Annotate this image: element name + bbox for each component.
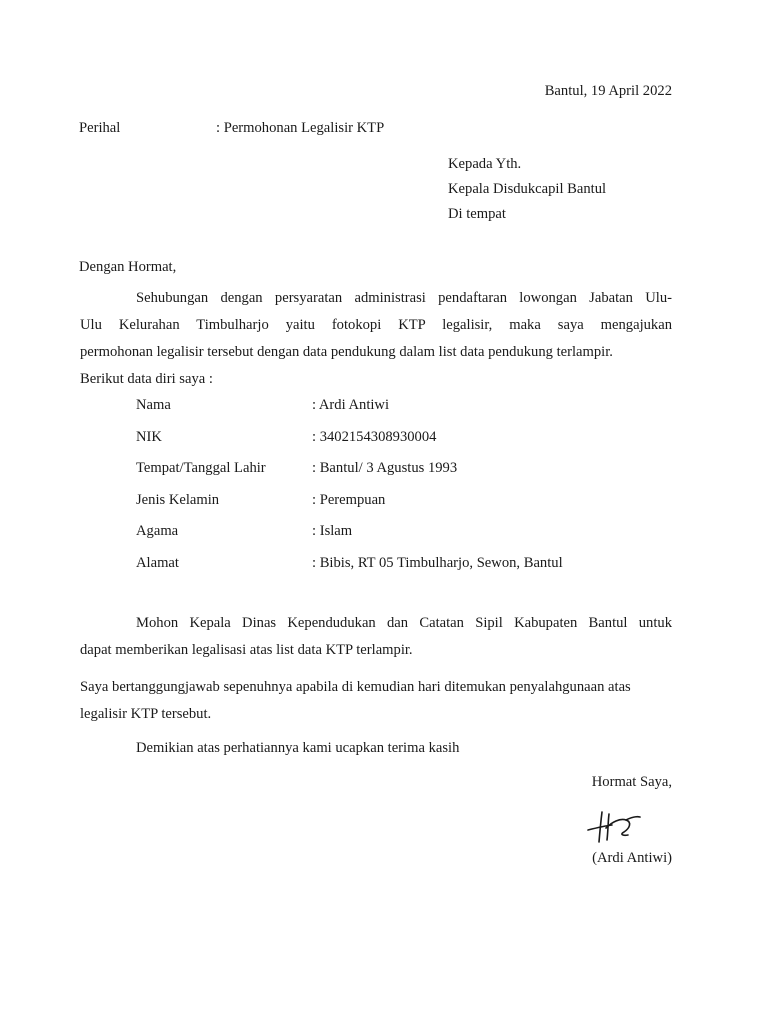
- subject-label: Perihal: [79, 120, 121, 136]
- data-row-gender: [136, 492, 563, 524]
- greeting: Dengan Hormat,: [79, 259, 177, 275]
- data-row-nik: [136, 429, 563, 461]
- paragraph-line: dapat memberikan legalisasi atas list data KTP terlampir.: [80, 642, 413, 658]
- signer-name: (Ardi Antiwi): [592, 850, 672, 866]
- data-label: Nama: [136, 397, 171, 413]
- subject-value: : Permohonan Legalisir KTP: [216, 120, 385, 136]
- data-row-religion: [136, 523, 563, 555]
- paragraph-line: Saya bertanggungjawab sepenuhnya apabila di kemudian hari ditemukan penyalahgunaan atas: [80, 679, 631, 695]
- recipient-line: Kepala Disdukcapil Bantul: [448, 181, 607, 197]
- data-row-address: [136, 555, 563, 587]
- data-value: : Perempuan: [312, 491, 386, 508]
- data-label: NIK: [136, 428, 162, 445]
- paragraph-thanks: Demikian atas perhatiannya kami ucapkan terima kasih: [136, 740, 460, 756]
- paragraph-line: legalisir KTP tersebut.: [80, 706, 212, 722]
- data-label: Agama: [136, 523, 179, 539]
- handwritten-signature: [582, 806, 644, 846]
- data-label: Jenis Kelamin: [136, 491, 220, 508]
- paragraph-line: Sehubungan dengan persyaratan administrasi pendaftaran lowongan Jabatan Ulu-: [136, 290, 672, 306]
- paragraph-line: Ulu Kelurahan Timbulharjo yaitu fotokopi KTP legalisir, maka saya mengajukan: [80, 317, 672, 333]
- data-value: : Bantul/ 3 Agustus 1993: [312, 460, 458, 476]
- paragraph-request: [80, 615, 672, 669]
- data-value: : 3402154308930004: [312, 428, 437, 445]
- data-label: Tempat/Tanggal Lahir: [136, 460, 266, 476]
- paragraph-line: Berikut data diri saya :: [80, 371, 213, 387]
- closing-salutation: Hormat Saya,: [591, 774, 672, 790]
- paragraph-line: Mohon Kepala Dinas Kependudukan dan Catatan Sipil Kabupaten Bantul untuk: [136, 615, 672, 631]
- recipient-block: [448, 156, 606, 231]
- personal-data-list: [136, 397, 563, 586]
- data-value: : Islam: [312, 523, 353, 539]
- paragraph-intro: [80, 290, 672, 398]
- recipient-line: Kepada Yth.: [448, 156, 522, 172]
- paragraph-responsibility: [80, 679, 672, 733]
- data-value: : Bibis, RT 05 Timbulharjo, Sewon, Bantul: [312, 554, 563, 571]
- data-label: Alamat: [136, 554, 179, 571]
- paragraph-line: permohonan legalisir tersebut dengan data pendukung dalam list data pendukung terlampir.: [80, 344, 613, 360]
- letter-date: Bantul, 19 April 2022: [544, 83, 672, 99]
- data-row-name: [136, 397, 563, 429]
- recipient-line: Di tempat: [448, 206, 506, 222]
- data-row-birth: [136, 460, 563, 492]
- data-value: : Ardi Antiwi: [312, 397, 390, 413]
